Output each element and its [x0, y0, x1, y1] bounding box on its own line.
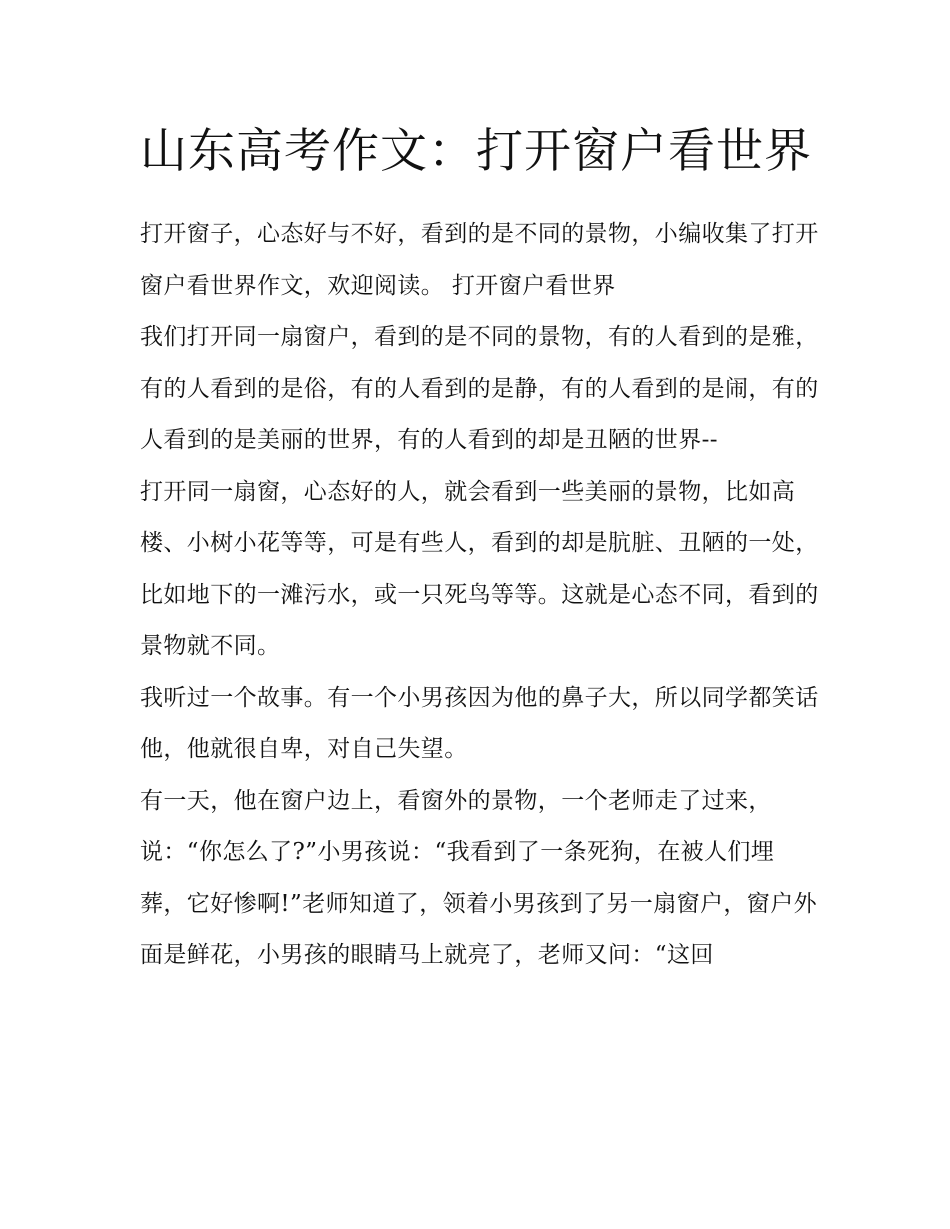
document-page — [140, 0, 820, 982]
paragraph-story-intro: 我听过一个故事。有一个小男孩因为他的鼻子大，所以同学都笑话他，他就很自卑，对自己失望。 — [140, 684, 819, 762]
document-body — [140, 209, 820, 982]
document-title: 山东高考作文：打开窗户看世界 — [140, 124, 812, 179]
paragraph-window-views: 我们打开同一扇窗户，看到的是不同的景物，有的人看到的是雅，有的人看到的是俗，有的人看到的是静，有的人看到的是闹，有的人看到的是美丽的世界，有的人看到的却是丑陋的世界-- — [140, 324, 819, 453]
paragraph-intro: 打开窗子，心态好与不好，看到的是不同的景物，小编收集了打开窗户看世界作文，欢迎阅读。 打开窗户看世界 — [140, 221, 819, 299]
paragraph-story: 有一天，他在窗户边上，看窗外的景物，一个老师走了过来，说：“你怎么了?”小男孩说：“我看到了一条死狗，在被人们埋葬，它好惨啊!”老师知道了，领着小男孩到了另一扇窗户，窗户外面是鲜花，小男孩的眼睛马上就亮了，老师又问：“这回 — [140, 787, 818, 968]
paragraph-attitude: 打开同一扇窗，心态好的人，就会看到一些美丽的景物，比如高楼、小树小花等等，可是有些人，看到的却是肮脏、丑陋的一处，比如地下的一滩污水，或一只死鸟等等。这就是心态不同，看到的景物就不同。 — [140, 478, 819, 659]
